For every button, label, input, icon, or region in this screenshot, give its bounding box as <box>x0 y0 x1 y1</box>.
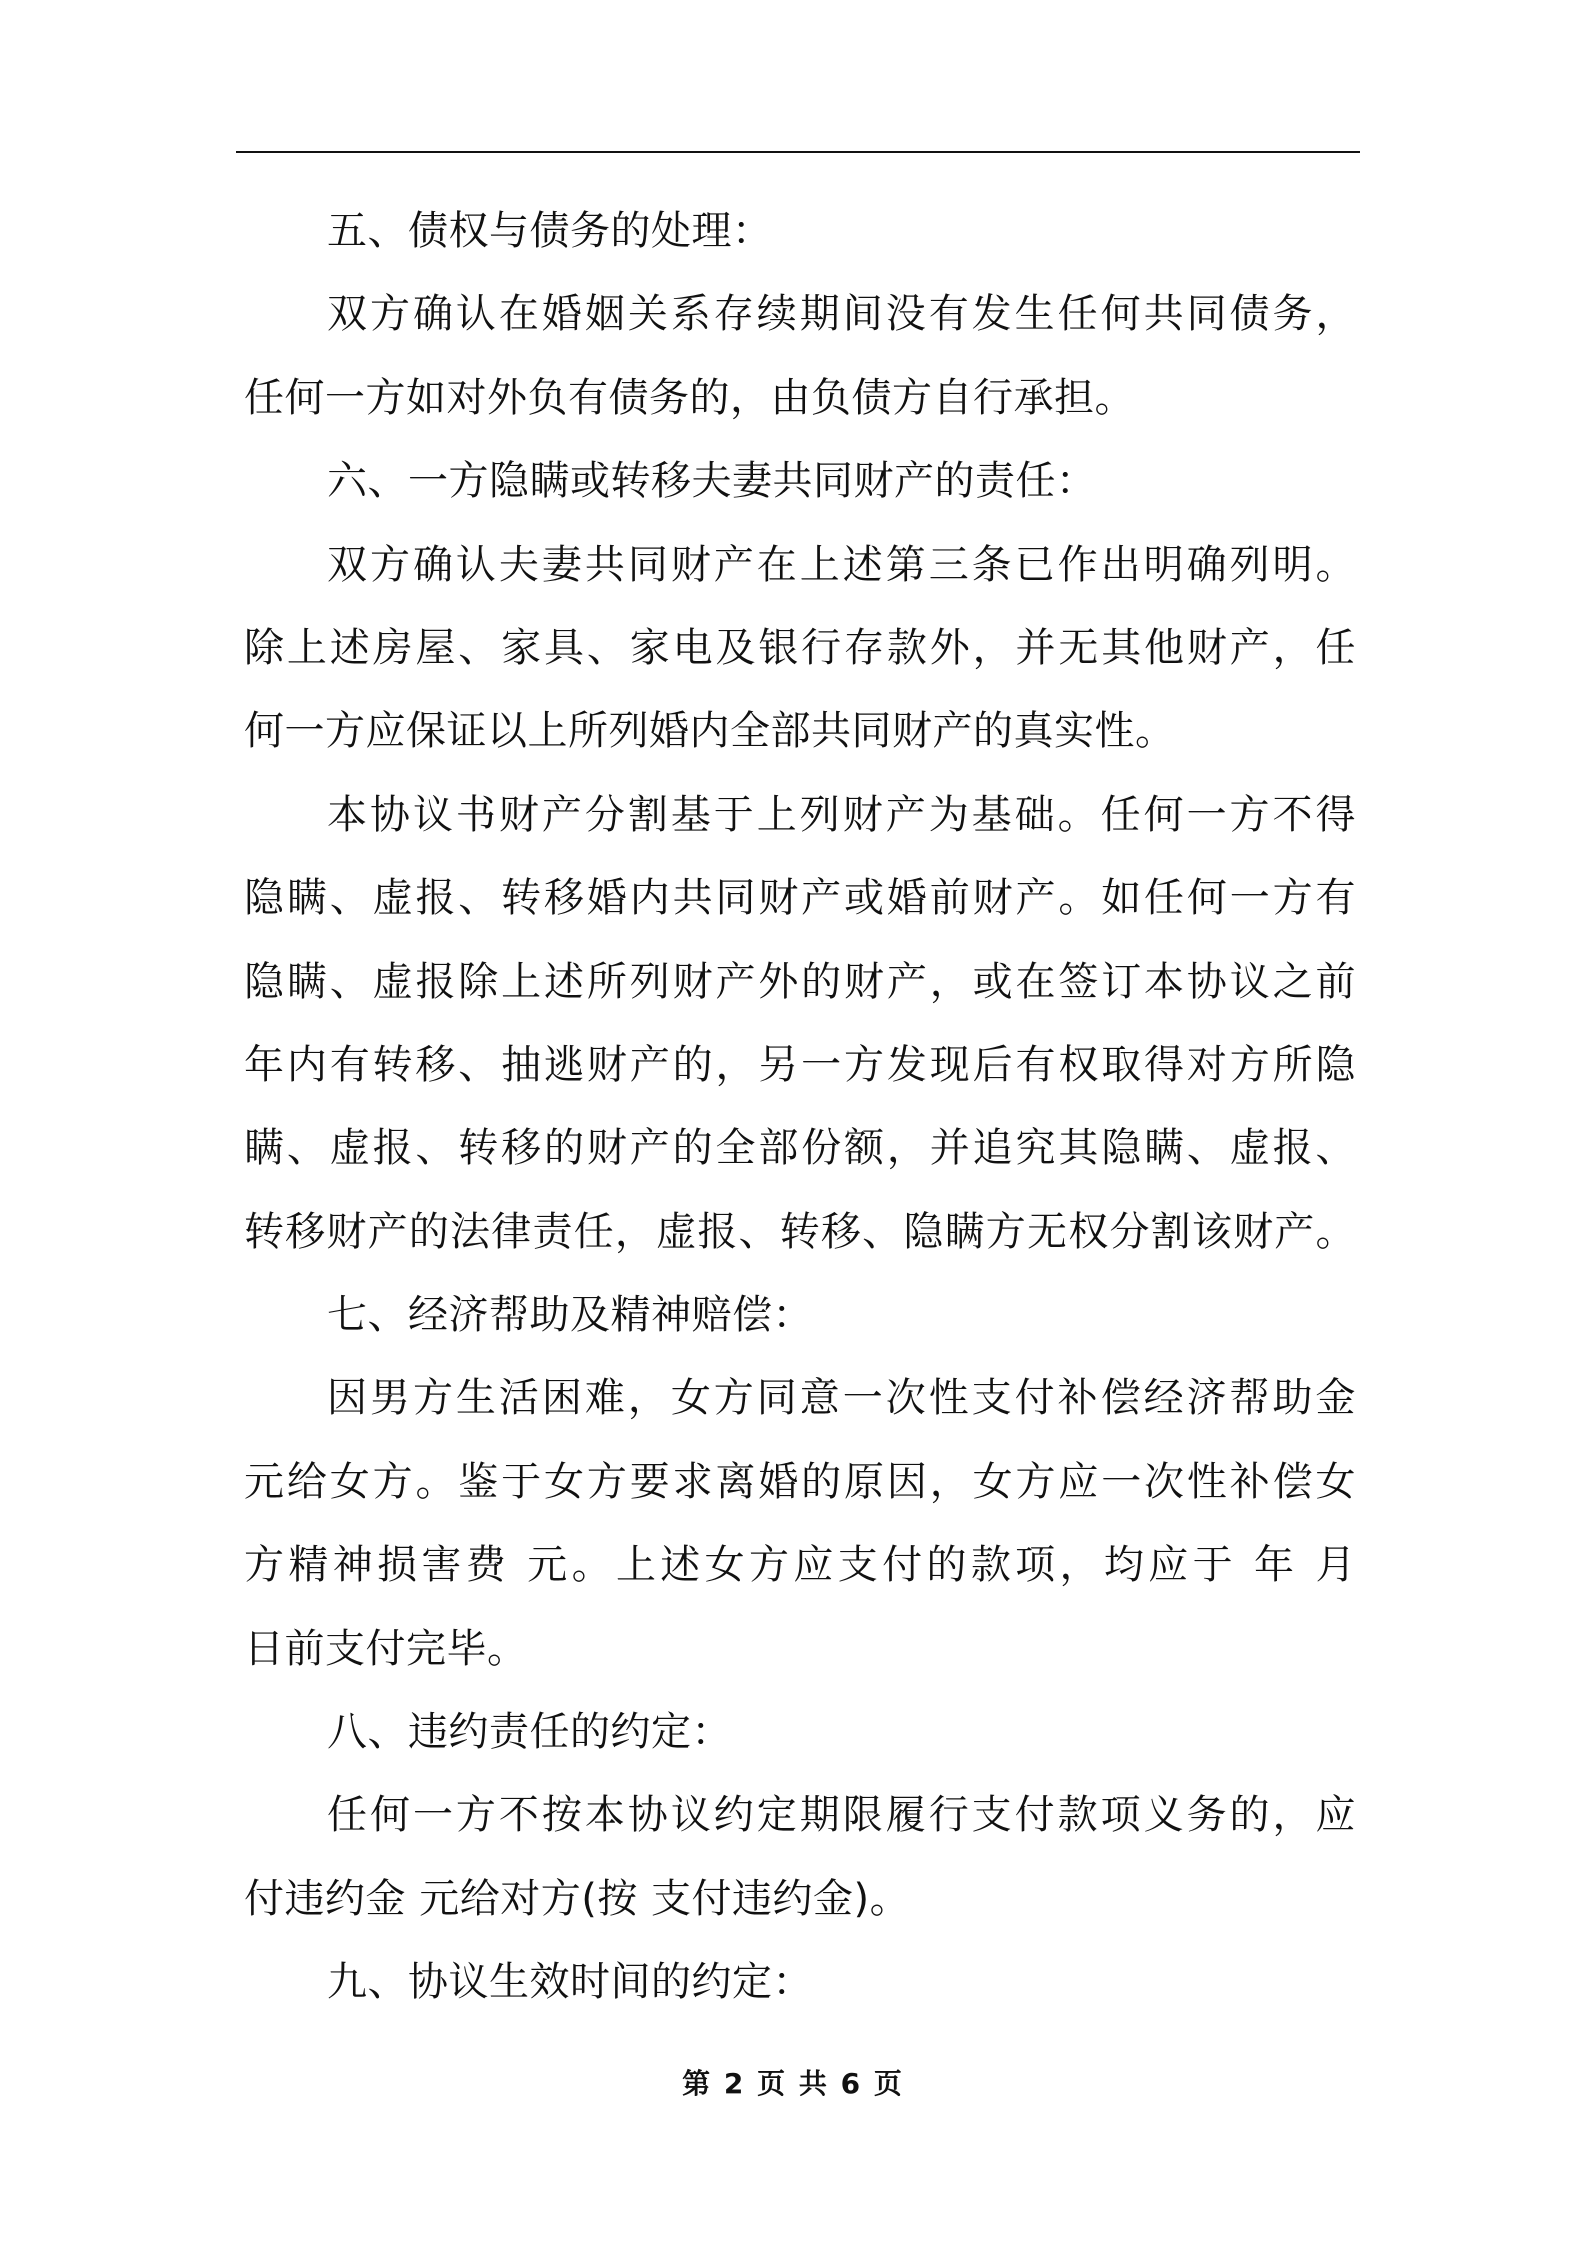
paragraph-line: 隐瞒、虚报除上述所列财产外的财产，或在签订本协议之前 <box>244 958 1356 1005</box>
paragraph-line: 双方确认在婚姻关系存续期间没有发生任何共同债务， <box>327 291 1356 338</box>
page-number-footer: 第 2 页 共 6 页 <box>682 2067 904 2100</box>
paragraph-line: 任何一方不按本协议约定期限履行支付款项义务的，应 <box>327 1792 1356 1839</box>
paragraph-line: 元给女方。鉴于女方要求离婚的原因，女方应一次性补偿女 <box>244 1458 1356 1505</box>
paragraph-line: 因男方生活困难，女方同意一次性支付补偿经济帮助金 <box>327 1375 1356 1422</box>
paragraph-line: 日前支付完毕。 <box>244 1625 528 1672</box>
paragraph-line: 任何一方如对外负有债务的，由负债方自行承担。 <box>244 374 1135 421</box>
section-heading: 六、一方隐瞒或转移夫妻共同财产的责任： <box>327 458 1097 505</box>
section-heading: 五、债权与债务的处理： <box>327 208 773 254</box>
paragraph-line: 本协议书财产分割基于上列财产为基础。任何一方不得 <box>327 791 1356 838</box>
section-heading: 七、经济帮助及精神赔偿： <box>327 1292 813 1339</box>
paragraph-line: 双方确认夫妻共同财产在上述第三条已作出明确列明。 <box>327 541 1356 588</box>
paragraph-line: 年内有转移、抽逃财产的，另一方发现后有权取得对方所隐 <box>244 1041 1356 1088</box>
section-heading: 九、协议生效时间的约定： <box>327 1959 813 2006</box>
paragraph-line: 隐瞒、虚报、转移婚内共同财产或婚前财产。如任何一方有 <box>244 875 1356 922</box>
paragraph-line: 转移财产的法律责任，虚报、转移、隐瞒方无权分割该财产。 <box>244 1208 1356 1255</box>
paragraph-line: 付违约金 元给对方(按 支付违约金)。 <box>244 1875 911 1922</box>
section-heading: 八、违约责任的约定： <box>327 1709 732 1756</box>
paragraph-line: 除上述房屋、家具、家电及银行存款外，并无其他财产，任 <box>244 624 1356 671</box>
paragraph-line: 瞒、虚报、转移的财产的全部份额，并追究其隐瞒、虚报、 <box>244 1125 1356 1172</box>
paragraph-line: 方精神损害费 元。上述女方应支付的款项，均应于 年 月 <box>244 1542 1356 1589</box>
document-body <box>244 190 1356 2025</box>
header-rule <box>236 151 1360 153</box>
paragraph-line: 何一方应保证以上所列婚内全部共同财产的真实性。 <box>244 708 1176 755</box>
